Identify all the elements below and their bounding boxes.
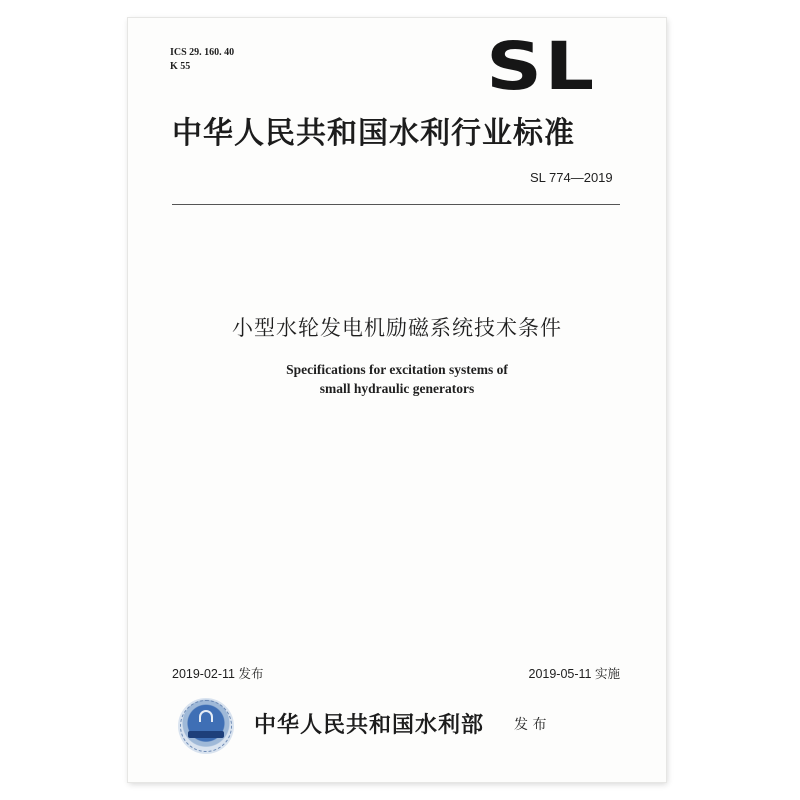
classification-codes — [170, 46, 234, 74]
agency-standard-title: 中华人民共和国水利行业标准 — [172, 116, 575, 151]
header-divider — [172, 204, 620, 205]
seal-band — [188, 731, 224, 738]
ccs-code: K 55 — [170, 61, 191, 72]
standard-cover — [128, 18, 666, 782]
ministry-seal-icon — [178, 698, 234, 754]
title-english-line-1: Specifications for excitation systems of — [286, 362, 508, 377]
publish-label: 发 布 — [514, 717, 547, 733]
publisher-name: 中华人民共和国水利部 — [254, 713, 485, 738]
sl-logo: SL — [486, 28, 597, 105]
seal-arch-mark — [199, 710, 213, 722]
standard-number: SL 774—2019 — [530, 170, 613, 185]
ics-code: ICS 29. 160. 40 — [170, 47, 235, 58]
title-english-line-2: small hydraulic generators — [319, 381, 475, 396]
seal-ring — [180, 700, 232, 752]
issue-date: 2019-02-11 发布 — [172, 667, 264, 681]
title-english — [128, 360, 666, 398]
implementation-date: 2019-05-11 实施 — [528, 667, 620, 681]
title-chinese: 小型水轮发电机励磁系统技术条件 — [232, 316, 562, 340]
